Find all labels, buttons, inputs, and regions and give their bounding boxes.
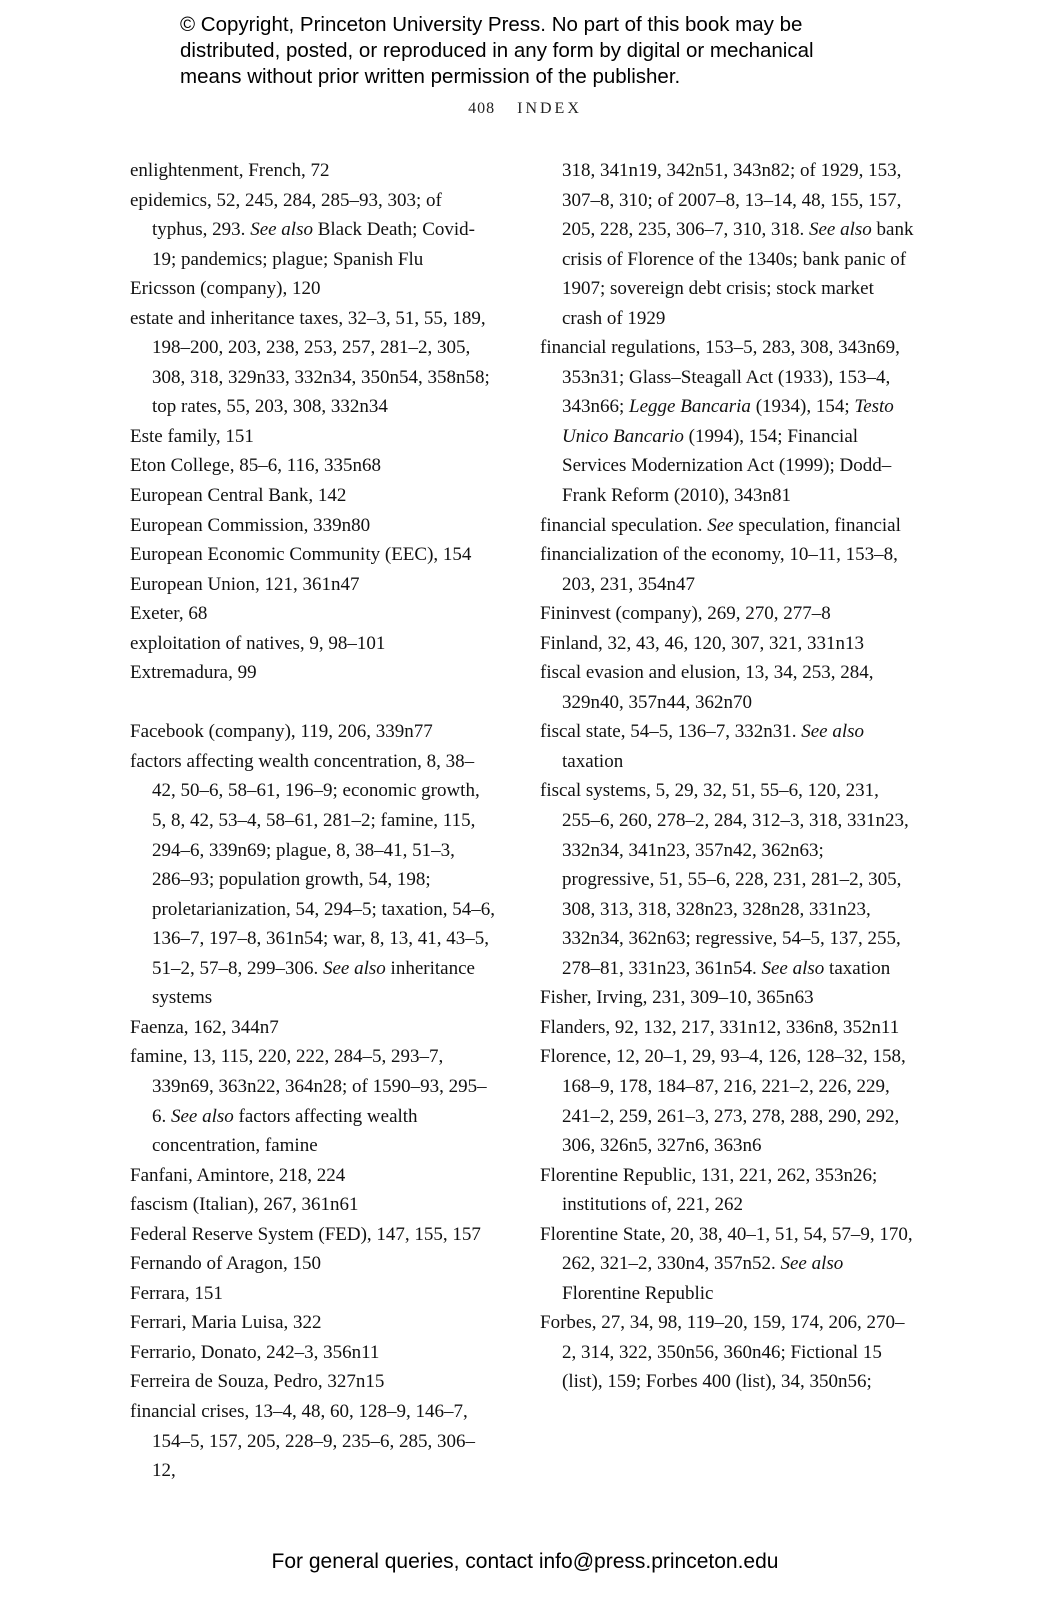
copyright-line: distributed, posted, or reproduced in any form by digital or mechanical: [180, 39, 814, 62]
index-entry: Forbes, 27, 34, 98, 119–20, 159, 174, 206, 270–2, 314, 322, 350n56, 360n46; Fictional 15 (list), 159; Forbes 400 (list), 34, 350n56;: [540, 1312, 905, 1393]
index-entry: Finland, 32, 43, 46, 120, 307, 321, 331n13: [540, 632, 865, 654]
index-entry: European Union, 121, 361n47: [130, 573, 360, 595]
index-entry: Este family, 151: [130, 425, 254, 447]
section-title: INDEX: [517, 100, 582, 117]
page-number: 408: [468, 100, 496, 117]
running-head: [0, 100, 1050, 118]
index-entry: Fisher, Irving, 231, 309–10, 365n63: [540, 987, 814, 1009]
index-entry: Facebook (company), 119, 206, 339n77: [130, 721, 433, 743]
index-entry: enlightenment, French, 72: [130, 160, 330, 181]
index-entry: estate and inheritance taxes, 32–3, 51, 55, 189, 198–200, 203, 238, 253, 257, 281–2, 305, 308, 318, 329n33, 332n34, 350n54, 358n58; top rates, 55, 203, 308, 332n34: [130, 307, 490, 418]
index-entry: Florence, 12, 20–1, 29, 93–4, 126, 128–32, 158, 168–9, 178, 184–87, 216, 221–2, 226, 229, 241–2, 259, 261–3, 273, 278, 288, 290, 292, 306, 326n5, 327n6, 363n6: [540, 1046, 906, 1157]
index-entry: exploitation of natives, 9, 98–101: [130, 632, 386, 654]
index-entry: Fernando of Aragon, 150: [130, 1253, 322, 1275]
index-entry: Federal Reserve System (FED), 147, 155, 157: [130, 1223, 481, 1245]
index-entry: Ferreira de Souza, Pedro, 327n15: [130, 1371, 385, 1393]
index-entry: financial crises, 13–4, 48, 60, 128–9, 146–7, 154–5, 157, 205, 228–9, 235–6, 285, 306–12,: [130, 1400, 475, 1482]
index-entry: Florentine State, 20, 38, 40–1, 51, 54, 57–9, 170, 262, 321–2, 330n4, 357n52. See also Florentine Republic: [540, 1223, 913, 1304]
index-entry: factors affecting wealth concentration, 8, 38–42, 50–6, 58–61, 196–9; economic growth, 5, 8, 42, 53–4, 58–61, 281–2; famine, 115, 294–6, 339n69; plague, 8, 38–41, 51–3, 286–93; population growth, 54, 198; proletarianization, 54, 294–5; taxation, 54–6, 136–7, 197–8, 361n54; war, 8, 13, 41, 43–5, 51–2, 57–8, 299–306. See also inheritance systems: [130, 750, 495, 1009]
index-entry: Fininvest (company), 269, 270, 277–8: [540, 603, 831, 625]
index-entry: financial speculation. See speculation, financial: [540, 514, 901, 536]
index-entry: fiscal evasion and elusion, 13, 34, 253, 284, 329n40, 357n44, 362n70: [540, 662, 874, 713]
letter-gap: [130, 688, 495, 718]
index-entry: fascism (Italian), 267, 361n61: [130, 1194, 359, 1216]
index-entry: European Economic Community (EEC), 154: [130, 544, 472, 566]
index-column-left: [130, 156, 495, 1486]
index-entry: Florentine Republic, 131, 221, 262, 353n26; institutions of, 221, 262: [540, 1164, 878, 1216]
copyright-line: means without prior written permission of the publisher.: [180, 65, 681, 88]
footer-contact: For general queries, contact info@press.princeton.edu: [271, 1550, 779, 1573]
copyright-notice: [180, 12, 940, 90]
index-entry: fiscal state, 54–5, 136–7, 332n31. See also taxation: [540, 721, 865, 772]
index-entry: Flanders, 92, 132, 217, 331n12, 336n8, 352n11: [540, 1016, 900, 1038]
index-entry-continued: 318, 341n19, 342n51, 343n82; of 1929, 153, 307–8, 310; of 2007–8, 13–14, 48, 155, 157, 205, 228, 235, 306–7, 310, 318. See also bank crisis of Florence of the 1340s; bank panic of 1907; sovereign debt crisis; stock market crash of 1929: [562, 160, 914, 329]
index-entry: fiscal systems, 5, 29, 32, 51, 55–6, 120, 231, 255–6, 260, 278–2, 284, 312–3, 318, 331n23, 332n34, 341n23, 357n42, 362n63; progressive, 51, 55–6, 228, 231, 281–2, 305, 308, 313, 318, 328n23, 328n28, 331n23, 332n34, 362n63; regressive, 54–5, 137, 255, 278–81, 331n23, 361n54. See also taxation: [540, 780, 909, 979]
index-entry: Ferrario, Donato, 242–3, 356n11: [130, 1341, 380, 1363]
index-entry: European Central Bank, 142: [130, 485, 347, 507]
index-entry: European Commission, 339n80: [130, 514, 371, 536]
index-entry: financial regulations, 153–5, 283, 308, 343n69, 353n31; Glass–Steagall Act (1933), 153–4, 343n66; Legge Bancaria (1934), 154; Testo Unico Bancario (1994), 154; Financial Services Modernization Act (1999); Dodd–Frank Reform (2010), 343n81: [540, 337, 900, 507]
index-entry: Ferrara, 151: [130, 1282, 223, 1304]
index-entry: financialization of the economy, 10–11, 153–8, 203, 231, 354n47: [540, 544, 898, 595]
index-entry: Ferrari, Maria Luisa, 322: [130, 1312, 322, 1334]
index-entry: Faenza, 162, 344n7: [130, 1016, 279, 1038]
index-entry: epidemics, 52, 245, 284, 285–93, 303; of typhus, 293. See also Black Death; Covid-19; pandemics; plague; Spanish Flu: [130, 189, 475, 270]
index-entry: Exeter, 68: [130, 603, 208, 625]
index-entry: Extremadura, 99: [130, 662, 257, 684]
index-entry: Fanfani, Amintore, 218, 224: [130, 1164, 346, 1186]
index-entry: Ericsson (company), 120: [130, 278, 321, 300]
index-column-right: [540, 156, 915, 1397]
index-entry: famine, 13, 115, 220, 222, 284–5, 293–7, 339n69, 363n22, 364n28; of 1590–93, 295–6. See also factors affecting wealth concentration, famine: [130, 1046, 487, 1157]
copyright-line: © Copyright, Princeton University Press. No part of this book may be: [180, 13, 803, 36]
index-entry: Eton College, 85–6, 116, 335n68: [130, 455, 382, 477]
